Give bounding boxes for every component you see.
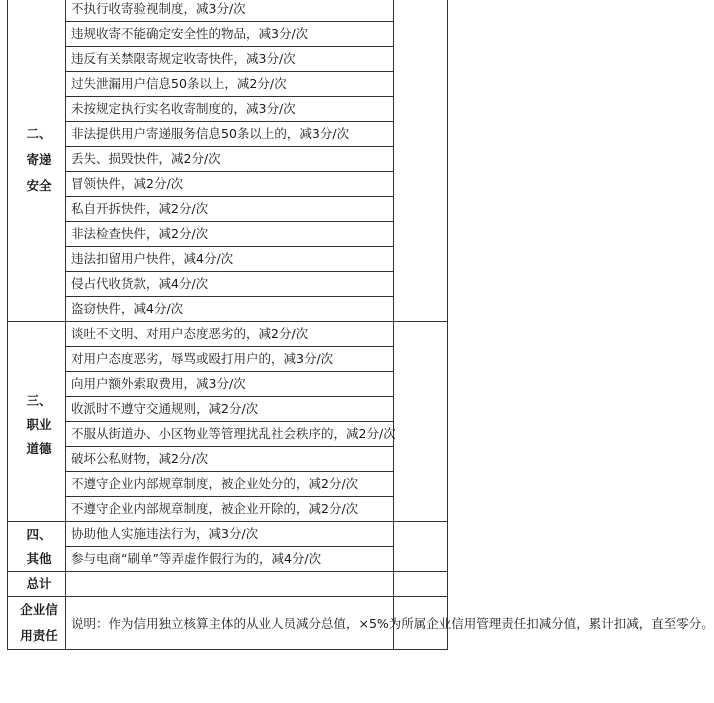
table-row <box>8 497 448 522</box>
credit-note: 说明：作为信用独立核算主体的从业人员减分总值，×5%为所属企业信用管理责任扣减分值，累计扣减，直至零分。 <box>66 597 394 650</box>
rule-item: 私自开拆快件，减2分/次 <box>66 197 394 222</box>
table-row <box>8 147 448 172</box>
rule-item: 收派时不遵守交通规则，减2分/次 <box>66 397 394 422</box>
category-professional-ethics: 三、 职业 道德 <box>8 322 66 522</box>
table-row <box>8 572 448 597</box>
rule-item: 向用户额外索取费用，减3分/次 <box>66 372 394 397</box>
rule-item: 违反有关禁限寄规定收寄快件，减3分/次 <box>66 47 394 72</box>
table-row <box>8 97 448 122</box>
table-row <box>8 522 448 547</box>
table-row <box>8 322 448 347</box>
total-value-cell <box>66 572 394 597</box>
table-row <box>8 72 448 97</box>
rule-item: 未按规定执行实名收寄制度的，减3分/次 <box>66 97 394 122</box>
rule-item: 不服从街道办、小区物业等管理扰乱社会秩序的，减2分/次 <box>66 422 394 447</box>
credit-label: 企业信 用责任 <box>8 597 66 650</box>
table-row <box>8 297 448 322</box>
category-delivery-safety: 二、 寄递 安全 <box>8 0 66 322</box>
rule-item: 不遵守企业内部规章制度，被企业处分的，减2分/次 <box>66 472 394 497</box>
rule-item: 违规收寄不能确定安全性的物品，减3分/次 <box>66 22 394 47</box>
rule-item: 谈吐不文明、对用户态度恶劣的，减2分/次 <box>66 322 394 347</box>
table-row <box>8 397 448 422</box>
table-row <box>8 247 448 272</box>
rule-item: 非法提供用户寄递服务信息50条以上的，减3分/次 <box>66 122 394 147</box>
rule-item: 破坏公私财物，减2分/次 <box>66 447 394 472</box>
table-row <box>8 597 448 650</box>
table-row <box>8 372 448 397</box>
table-row <box>8 422 448 447</box>
rule-item: 丢失、损毁快件，减2分/次 <box>66 147 394 172</box>
rule-item: 对用户态度恶劣，辱骂或殴打用户的，减3分/次 <box>66 347 394 372</box>
table-row <box>8 472 448 497</box>
score-cell <box>394 322 448 522</box>
category-other: 四、 其他 <box>8 522 66 572</box>
table-row <box>8 22 448 47</box>
table-row <box>8 347 448 372</box>
rule-item: 参与电商“刷单”等弄虚作假行为的，减4分/次 <box>66 547 394 572</box>
rule-item: 协助他人实施违法行为，减3分/次 <box>66 522 394 547</box>
score-cell <box>394 572 448 597</box>
score-cell <box>394 522 448 572</box>
table-row <box>8 447 448 472</box>
rule-item: 过失泄漏用户信息50条以上，减2分/次 <box>66 72 394 97</box>
rule-item: 侵占代收货款，减4分/次 <box>66 272 394 297</box>
rule-item: 非法检查快件，减2分/次 <box>66 222 394 247</box>
total-label: 总计 <box>8 572 66 597</box>
rule-item: 不遵守企业内部规章制度，被企业开除的，减2分/次 <box>66 497 394 522</box>
deduction-table <box>7 0 714 650</box>
rule-item: 不执行收寄验视制度，减3分/次 <box>66 0 394 22</box>
table-row <box>8 47 448 72</box>
score-cell <box>394 0 448 322</box>
table-row <box>8 122 448 147</box>
table-row <box>8 272 448 297</box>
rule-item: 违法扣留用户快件，减4分/次 <box>66 247 394 272</box>
rule-item: 盗窃快件，减4分/次 <box>66 297 394 322</box>
table-row <box>8 172 448 197</box>
table-row <box>8 197 448 222</box>
table-row <box>8 222 448 247</box>
table-row <box>8 547 448 572</box>
table-row <box>8 0 448 22</box>
rule-item: 冒领快件，减2分/次 <box>66 172 394 197</box>
